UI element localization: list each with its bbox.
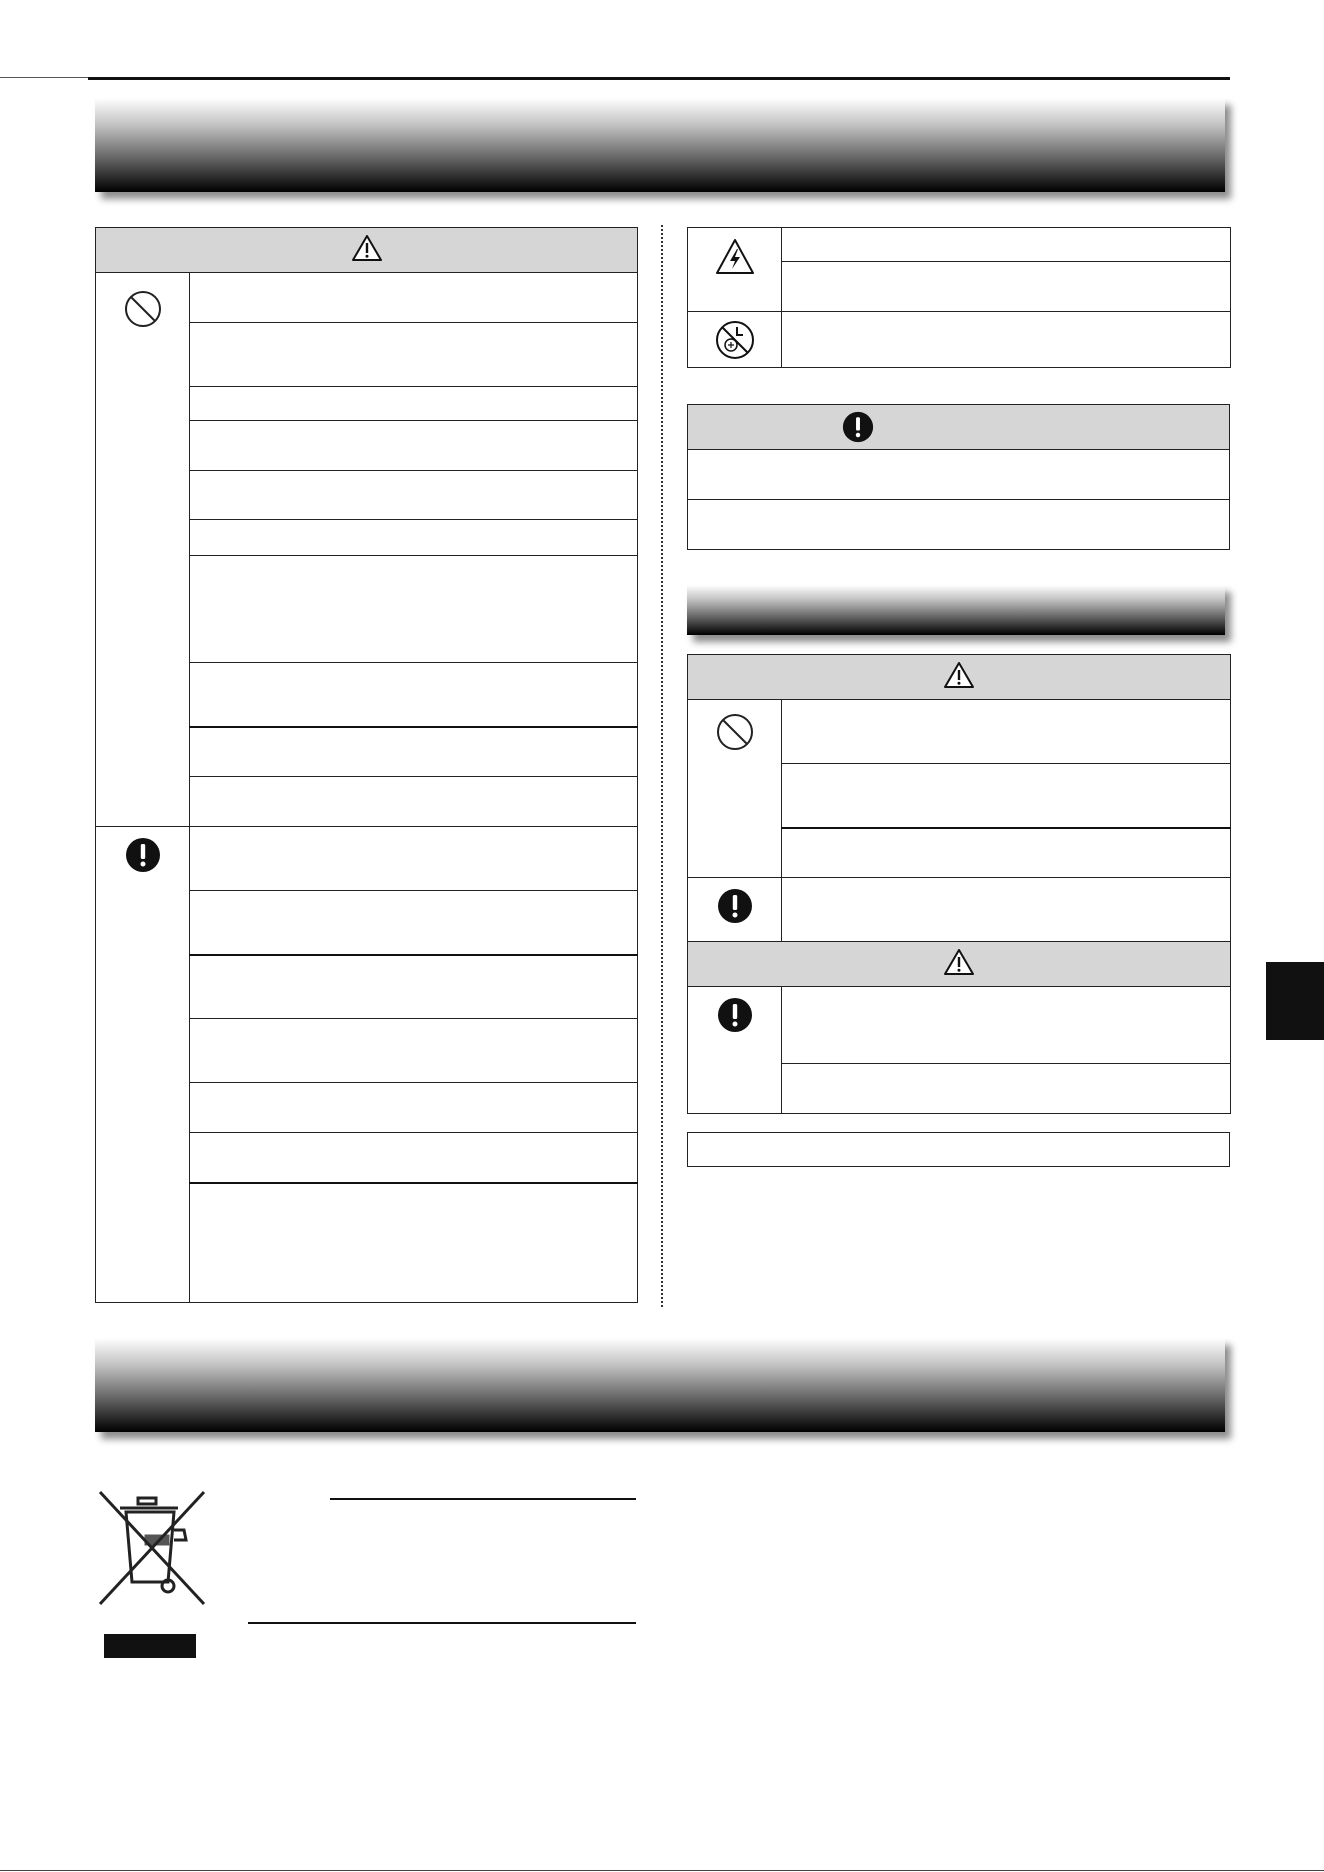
prohibited-circle-icon: [123, 289, 163, 329]
left-prohibited-row: [190, 727, 638, 777]
left-prohibited-row: [190, 421, 638, 471]
top-rule-short: [0, 77, 88, 78]
top-section-banner: [95, 98, 1225, 192]
mandatory-exclamation-icon: [717, 888, 753, 924]
mid-section-banner: [687, 585, 1225, 635]
right-caution-row: [782, 987, 1231, 1064]
section-side-tab: [1266, 962, 1324, 1040]
mandatory-icon-cell: [96, 827, 190, 1303]
water-row: [782, 312, 1231, 368]
left-prohibited-row: [190, 323, 638, 387]
column-divider: [661, 225, 663, 1307]
right-lower-warning-header: [688, 655, 1231, 700]
left-mandatory-row: [190, 955, 638, 1019]
mandatory-exclamation-icon: [717, 997, 753, 1033]
left-mandatory-row: [190, 1019, 638, 1083]
left-prohibited-row: [190, 663, 638, 727]
electric-row: [782, 228, 1231, 262]
mandatory-exclamation-icon: [125, 837, 161, 873]
left-prohibited-row: [190, 777, 638, 827]
caution-box-header: [688, 405, 1230, 450]
caution-box-row: [688, 450, 1230, 500]
left-table-header: [96, 228, 638, 273]
disposal-body: [248, 1530, 636, 1620]
electric-shock-icon: [715, 238, 755, 276]
no-water-icon-cell: [688, 312, 782, 368]
electric-icon-cell: [688, 228, 782, 312]
prohibited-circle-icon: [715, 712, 755, 752]
left-prohibited-row: [190, 471, 638, 520]
weee-label-block: [104, 1634, 196, 1658]
electric-row: [782, 262, 1231, 312]
mandatory-exclamation-icon: [842, 411, 874, 443]
left-mandatory-row: [190, 1083, 638, 1133]
footer-text: [875, 1862, 1175, 1870]
warning-triangle-icon: [943, 661, 975, 689]
bottom-section-banner: [95, 1338, 1225, 1432]
left-mandatory-row: [190, 1133, 638, 1183]
no-water-icon: [715, 320, 755, 360]
top-rule: [88, 77, 1230, 80]
right-caution-row: [782, 1064, 1231, 1114]
right-lower-table: [687, 654, 1231, 1114]
left-warning-table: [95, 227, 638, 1303]
right-mandatory-row: [782, 878, 1231, 942]
disposal-heading: [330, 1502, 636, 1522]
mandatory-icon-cell: [688, 987, 782, 1114]
disposal-rule-bottom: [248, 1622, 636, 1624]
right-prohibited-row: [782, 764, 1231, 828]
left-prohibited-row: [190, 520, 638, 556]
left-mandatory-row: [190, 891, 638, 955]
caution-box-row: [688, 500, 1230, 550]
warning-triangle-icon: [351, 234, 383, 262]
right-prohibited-row: [782, 828, 1231, 878]
left-mandatory-row: [190, 827, 638, 891]
right-prohibited-row: [782, 700, 1231, 764]
note-box: [687, 1132, 1230, 1167]
footer-rule: [0, 1870, 1324, 1871]
left-prohibited-row: [190, 556, 638, 663]
right-top-table: [687, 227, 1231, 368]
caution-box: [687, 404, 1230, 550]
right-lower-caution-header: [688, 942, 1231, 987]
left-mandatory-row: [190, 1183, 638, 1303]
prohibited-icon-cell: [96, 273, 190, 827]
warning-triangle-icon: [943, 948, 975, 976]
mandatory-icon-cell: [688, 878, 782, 942]
left-prohibited-row: [190, 273, 638, 323]
disposal-rule-top: [330, 1498, 636, 1500]
prohibited-icon-cell: [688, 700, 782, 878]
left-prohibited-row: [190, 387, 638, 421]
